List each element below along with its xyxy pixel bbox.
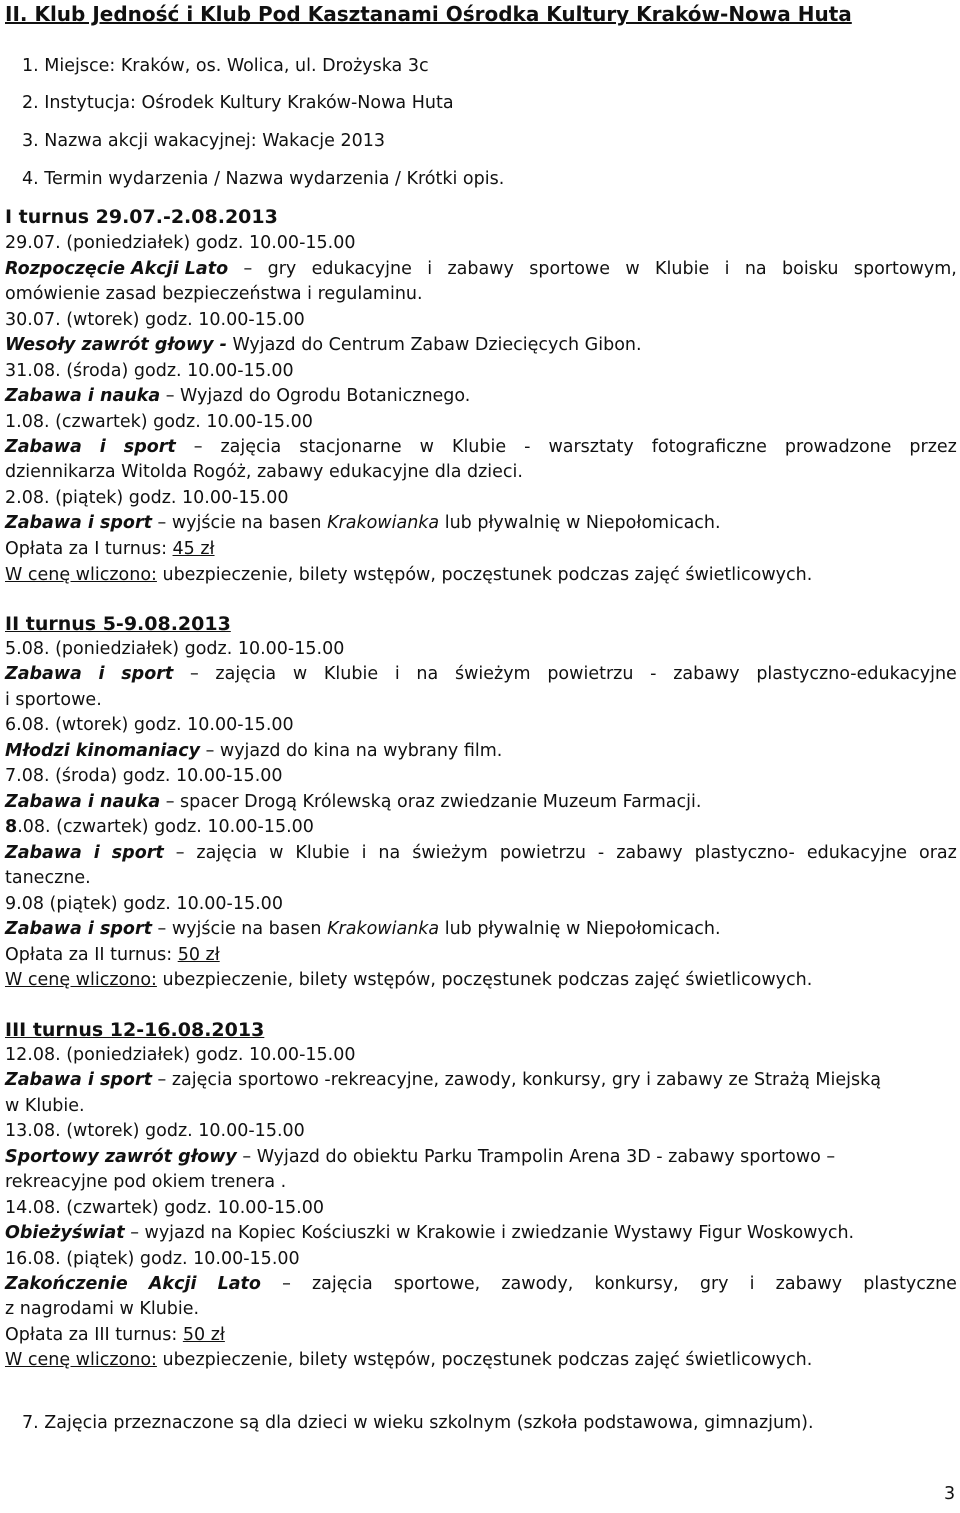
event-description: taneczne.: [5, 868, 91, 888]
event-line: [5, 841, 957, 866]
event-title-word: Zabawa: [5, 437, 82, 457]
fee-line: [5, 537, 957, 562]
page-number: 3: [944, 1484, 956, 1504]
fee-label: Opłata za I turnus:: [5, 539, 173, 559]
event-date: 7.08. (środa) godz. 10.00-15.00: [5, 766, 283, 786]
word: zajęcia: [311, 1274, 373, 1294]
event-title: Młodzi kinomaniacy: [5, 741, 201, 761]
justified-line: [5, 841, 957, 866]
event-title-word: Zabawa: [5, 664, 82, 684]
word: gry: [699, 1274, 729, 1294]
event-title: Zabawa i sport: [5, 513, 152, 533]
word: zajęcia: [196, 843, 258, 863]
turnus-heading: I turnus 29.07.-2.08.2013: [5, 206, 278, 228]
event-description: dziennikarza Witolda Rogóż, zabawy edukacyjne dla dzieci.: [5, 462, 523, 482]
event-title: Wesoły zawrót głowy -: [5, 335, 227, 355]
event-description: rekreacyjne pod okiem trenera .: [5, 1172, 287, 1192]
event-line: [5, 1068, 957, 1093]
event-description: Wyjazd do Centrum Zabaw Dziecięcych Gibon.: [226, 335, 642, 355]
event-date: 31.08. (środa) godz. 10.00-15.00: [5, 361, 294, 381]
event-title-word: sport: [121, 664, 174, 684]
word: Klubie: [451, 437, 507, 457]
event-title-word: i: [98, 664, 105, 684]
event-description: – zajęcia sportowo -rekreacyjne, zawody, konkursy, gry i zabawy ze Strażą Miejską: [151, 1070, 881, 1090]
event-title-word: i: [93, 843, 100, 863]
word: zajęcia: [220, 437, 282, 457]
event-line: [5, 917, 957, 942]
included-text: ubezpieczenie, bilety wstępów, poczęstunek podczas zajęć świetlicowych.: [156, 970, 813, 990]
event-date: 1.08. (czwartek) godz. 10.00-15.00: [5, 412, 313, 432]
word: prowadzone: [784, 437, 892, 457]
word: plastyczne: [863, 1274, 957, 1294]
event-title-text: Rozpoczęcie Akcji Lato: [5, 259, 229, 279]
event-description: z nagrodami w Klubie.: [5, 1299, 200, 1319]
word: zawody,: [501, 1274, 574, 1294]
section-title: II. Klub Jedność i Klub Pod Kasztanami Ośrodka Kultury Kraków-Nowa Huta: [5, 2, 852, 26]
justified-line: [5, 662, 957, 687]
event-description: – Wyjazd do obiektu Parku Trampolin Arena 3D - zabawy sportowo –: [236, 1147, 836, 1167]
word: sportowym,: [853, 259, 957, 279]
fee-value: 50 zł: [182, 1325, 225, 1345]
included-label: W cenę wliczono:: [5, 1350, 157, 1370]
included-line: [5, 563, 957, 588]
word: oraz: [919, 843, 957, 863]
word: i: [749, 1274, 755, 1294]
turnus-heading: [5, 1018, 957, 1043]
included-line: [5, 968, 957, 993]
event-date: 2.08. (piątek) godz. 10.00-15.00: [5, 488, 289, 508]
event-line: [5, 257, 957, 282]
word: powietrzu: [547, 664, 634, 684]
event-line: [5, 384, 957, 409]
event-line: [5, 739, 957, 764]
word: na: [378, 843, 401, 863]
word: i: [724, 259, 730, 279]
event-title: Zabawa i nauka: [5, 386, 161, 406]
word: Klubie: [323, 664, 379, 684]
included-label: W cenę wliczono:: [5, 970, 157, 990]
included-label: W cenę wliczono:: [5, 565, 157, 585]
word: boisku: [782, 259, 839, 279]
event-description: – wyjazd na Kopiec Kościuszki w Krakowie i zwiedzanie Wystawy Figur Woskowych.: [124, 1223, 855, 1243]
word: -: [524, 437, 531, 457]
word: w: [419, 437, 434, 457]
included-text: ubezpieczenie, bilety wstępów, poczęstunek podczas zajęć świetlicowych.: [156, 1350, 813, 1370]
word: edukacyjne: [806, 843, 908, 863]
event-line: [5, 333, 957, 358]
event-date-rest: .08. (czwartek) godz. 10.00-15.00: [17, 817, 314, 837]
word: -: [597, 843, 605, 863]
word: konkursy,: [594, 1274, 679, 1294]
word: –: [243, 259, 253, 279]
word: –: [175, 843, 185, 863]
event-description: lub pływalnię w Niepołomicach.: [439, 513, 721, 533]
event-description: – wyjazd do kina na wybrany film.: [200, 741, 503, 761]
word: przez: [909, 437, 957, 457]
turnus-heading: [5, 612, 957, 637]
event-title-word: Zakończenie: [5, 1274, 128, 1294]
justified-line: [5, 257, 957, 282]
word: zabawy: [673, 664, 740, 684]
turnus-heading-text: II turnus 5-9.08.2013: [5, 613, 231, 635]
event-line: [5, 1221, 957, 1246]
event-date: 30.07. (wtorek) godz. 10.00-15.00: [5, 310, 305, 330]
event-description: – Wyjazd do Ogrodu Botanicznego.: [160, 386, 471, 406]
event-title-word: sport: [123, 437, 176, 457]
pool-name: Krakowianka: [327, 919, 440, 939]
word: na: [744, 259, 767, 279]
word: w: [269, 843, 284, 863]
event-title-word: Akcji: [148, 1274, 197, 1294]
event-title: Obieżyświat: [5, 1223, 125, 1243]
word: w: [292, 664, 308, 684]
word: w: [625, 259, 640, 279]
event-line: [5, 511, 957, 536]
word: Klubie: [655, 259, 710, 279]
event-title-word: Lato: [217, 1274, 261, 1294]
event-date: 12.08. (poniedziałek) godz. 10.00-15.00: [5, 1045, 356, 1065]
word: Klubie: [295, 843, 350, 863]
fee-line: [5, 943, 957, 968]
word: zajęcia: [215, 664, 277, 684]
event-description: i sportowe.: [5, 690, 102, 710]
event-date: 14.08. (czwartek) godz. 10.00-15.00: [5, 1198, 324, 1218]
event-line: [5, 435, 957, 460]
word: –: [193, 437, 203, 457]
event-date: [5, 815, 957, 840]
word: sportowe: [529, 259, 610, 279]
word: stacjonarne: [299, 437, 402, 457]
fee-value: 50 zł: [177, 945, 220, 965]
word: fotograficzne: [651, 437, 767, 457]
event-date: 29.07. (poniedziałek) godz. 10.00-15.00: [5, 233, 356, 253]
event-description: w Klubie.: [5, 1096, 85, 1116]
event-description: – wyjście na basen: [151, 919, 328, 939]
event-date: 13.08. (wtorek) godz. 10.00-15.00: [5, 1121, 305, 1141]
event-title: Zabawa i sport: [5, 919, 152, 939]
list-item: 7. Zajęcia przeznaczone są dla dzieci w wieku szkolnym (szkoła podstawowa, gimnazjum).: [22, 1413, 814, 1433]
word: warsztaty: [548, 437, 634, 457]
event-line: [5, 790, 957, 815]
pool-name: Krakowianka: [327, 513, 440, 533]
word: –: [189, 664, 199, 684]
turnus-heading-text: III turnus 12-16.08.2013: [5, 1019, 265, 1041]
word: świeżym: [412, 843, 488, 863]
word: powietrzu: [499, 843, 586, 863]
event-date: 6.08. (wtorek) godz. 10.00-15.00: [5, 715, 294, 735]
event-date: 9.08 (piątek) godz. 10.00-15.00: [5, 894, 283, 914]
event-line: [5, 1272, 957, 1297]
event-title: Zabawa i nauka: [5, 792, 161, 812]
word: sportowe,: [393, 1274, 481, 1294]
word: zabawy: [447, 259, 514, 279]
included-text: ubezpieczenie, bilety wstępów, poczęstunek podczas zajęć świetlicowych.: [156, 565, 813, 585]
event-date: 16.08. (piątek) godz. 10.00-15.00: [5, 1249, 300, 1269]
word: plastyczno-edukacyjne: [756, 664, 957, 684]
word: zabawy: [616, 843, 683, 863]
justified-line: [5, 1272, 957, 1297]
word: zabawy: [775, 1274, 843, 1294]
event-title-word: sport: [111, 843, 164, 863]
included-line: [5, 1348, 957, 1373]
event-date: 5.08. (poniedziałek) godz. 10.00-15.00: [5, 639, 345, 659]
word: i: [361, 843, 367, 863]
event-title-word: i: [99, 437, 106, 457]
word: –: [282, 1274, 291, 1294]
list-item: 4. Termin wydarzenia / Nazwa wydarzenia / Krótki opis.: [22, 169, 505, 189]
fee-label: Opłata za II turnus:: [5, 945, 178, 965]
event-title-word: Zabawa: [5, 843, 82, 863]
event-description: lub pływalnię w Niepołomicach.: [439, 919, 721, 939]
list-item: 2. Instytucja: Ośrodek Kultury Kraków-Nowa Huta: [22, 93, 454, 113]
fee-value: 45 zł: [172, 539, 215, 559]
justified-line: [5, 435, 957, 460]
word: i: [394, 664, 400, 684]
event-description: – spacer Drogą Królewską oraz zwiedzanie Muzeum Farmacji.: [160, 792, 702, 812]
fee-label: Opłata za III turnus:: [5, 1325, 183, 1345]
fee-line: [5, 1323, 957, 1348]
event-title: Zabawa i sport: [5, 1070, 152, 1090]
word: -: [650, 664, 657, 684]
event-title: Sportowy zawrót głowy: [5, 1147, 237, 1167]
word: i: [427, 259, 433, 279]
word: edukacyjne: [311, 259, 412, 279]
event-date-day: 8: [5, 817, 18, 837]
event-description: omówienie zasad bezpieczeństwa i regulaminu.: [5, 284, 423, 304]
event-line: [5, 662, 957, 687]
list-item: 3. Nazwa akcji wakacyjnej: Wakacje 2013: [22, 131, 386, 151]
word: na: [416, 664, 439, 684]
word: plastyczno-: [694, 843, 795, 863]
event-title: [5, 257, 228, 282]
word: gry: [267, 259, 297, 279]
event-line: [5, 1145, 957, 1170]
event-description: – wyjście na basen: [151, 513, 328, 533]
list-item: 1. Miejsce: Kraków, os. Wolica, ul. Drożyska 3c: [22, 56, 429, 76]
word: świeżym: [454, 664, 531, 684]
